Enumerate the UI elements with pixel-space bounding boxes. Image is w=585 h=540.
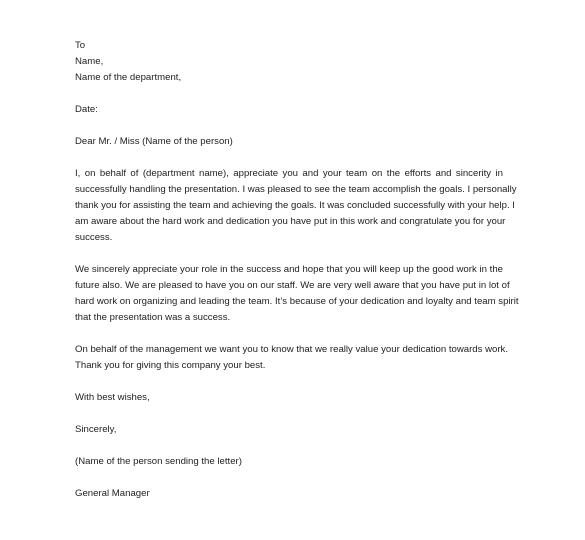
paragraph-line: We sincerely appreciate your role in the success and hope that you will keep up the good work in the: [75, 264, 503, 275]
paragraph-3: [75, 342, 509, 374]
wishes-line: With best wishes,: [75, 392, 150, 403]
paragraph-line: successfully handling the presentation. I was pleased to see the team accomplish the goals. I personally: [75, 184, 517, 195]
paragraph-line: am aware about the hard work and dedication you have put in this work and congratulate you for your: [75, 216, 506, 227]
sender-name: (Name of the person sending the letter): [75, 456, 242, 467]
paragraph-line: thank you for assisting the team and achieving the goals. It was concluded successfully with your help. I: [75, 200, 515, 211]
to-line: To: [75, 40, 86, 51]
paragraph-line: hard work on organizing and leading the team. It’s because of your dedication and loyalty and team spirit: [75, 296, 519, 307]
paragraph-line: that the presentation was a success.: [75, 312, 231, 323]
salutation: Dear Mr. / Miss (Name of the person): [75, 136, 233, 147]
paragraph-2: [75, 262, 519, 326]
paragraph-line: future also. We are pleased to have you on our staff. We are very well aware that you have put in lot of: [75, 280, 510, 291]
sender-title: General Manager: [75, 488, 150, 499]
paragraph-line: Thank you for giving this company your best.: [75, 360, 266, 371]
recipient-name: Name,: [75, 56, 104, 67]
date-line: Date:: [75, 104, 98, 115]
paragraph-line: I, on behalf of (department name), appreciate you and your team on the efforts and sincerity in: [75, 168, 503, 179]
paragraph-line: success.: [75, 232, 113, 243]
closing-line: Sincerely,: [75, 424, 117, 435]
paragraph-1: [75, 166, 517, 246]
recipient-department: Name of the department,: [75, 72, 182, 83]
letter-document: [75, 38, 519, 502]
paragraph-line: On behalf of the management we want you to know that we really value your dedication towards work.: [75, 344, 509, 355]
